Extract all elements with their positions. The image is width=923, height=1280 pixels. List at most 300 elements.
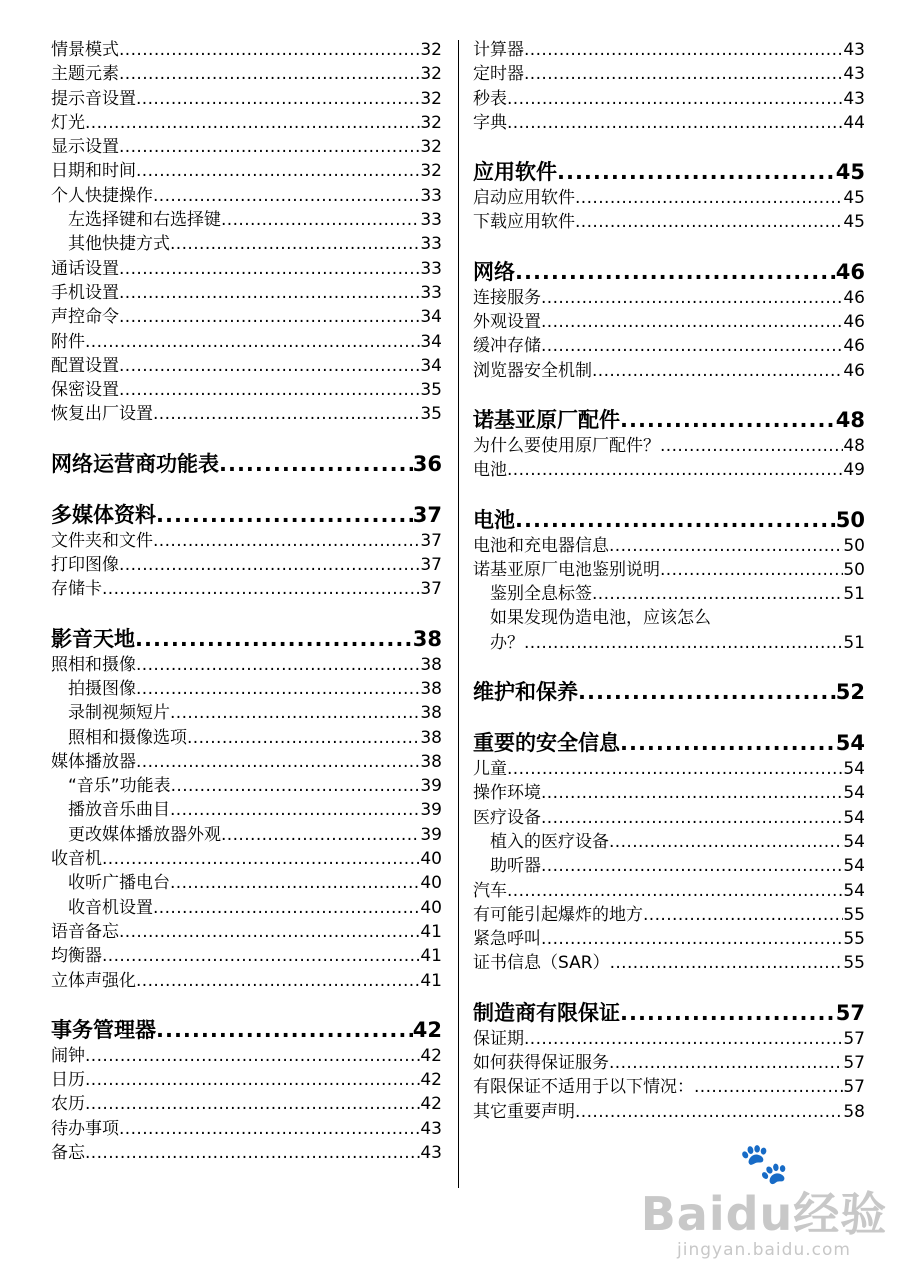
toc-page-number: 50 [843,559,865,580]
toc-entry-title: 启动应用软件 [473,188,575,209]
toc-entry-title: 收听广播电台 [68,873,170,894]
toc-entry[interactable] [51,378,442,402]
toc-entry[interactable] [51,111,442,135]
toc-section-heading[interactable] [473,507,865,534]
toc-entry-title: 办？ [490,632,524,653]
toc-page-number: 45 [843,212,865,233]
toc-entry-title: 待办事项 [51,1118,119,1139]
toc-entry[interactable] [51,159,442,183]
toc-section-heading[interactable] [51,626,442,653]
section-gap [473,235,865,259]
toc-entry[interactable] [51,847,442,871]
toc-entry-title: 语音备忘 [51,921,119,942]
toc-page-number: 39 [420,776,442,797]
dot-leader [541,806,843,830]
toc-page-number: 45 [843,188,865,209]
toc-entry-title: 照相和摄像选项 [68,727,187,748]
toc-page-number: 34 [420,307,442,328]
toc-page-number: 54 [843,759,865,780]
toc-entry[interactable] [473,631,865,655]
toc-entry[interactable] [473,111,865,135]
toc-entry-title: 秒表 [473,88,507,109]
toc-page-number: 49 [843,460,865,481]
toc-page-number: 57 [843,1028,865,1049]
dot-leader [135,626,413,653]
toc-page-number: 46 [843,312,865,333]
dot-leader [102,847,420,871]
dot-leader [136,750,420,774]
toc-entry-title: 网络运营商功能表 [51,451,219,476]
toc-entry-title: 录制视频短片 [68,703,170,724]
dot-leader [170,798,420,822]
toc-entry[interactable] [473,210,865,234]
dot-leader [119,38,420,62]
toc-page-number: 40 [420,873,442,894]
toc-page-number: 54 [843,831,865,852]
toc-page-number: 36 [412,451,442,476]
toc-entry[interactable] [473,830,865,854]
toc-page-number: 51 [843,584,865,605]
dot-leader [85,1092,420,1116]
toc-entry-title: 配置设置 [51,355,119,376]
toc-page-number: 43 [420,1118,442,1139]
dot-leader [170,701,420,725]
dot-leader [119,281,420,305]
dot-leader [541,781,843,805]
dot-leader [153,529,420,553]
toc-page-number: 57 [843,1053,865,1074]
toc-page-number: 43 [420,1142,442,1163]
toc-page-number: 38 [420,727,442,748]
toc-entry-title: 如何获得保证服务 [473,1053,609,1074]
toc-page-number: 41 [420,921,442,942]
watermark-url: jingyan.baidu.com [677,1240,851,1260]
toc-page-number: 42 [412,1017,442,1042]
toc-entry[interactable] [51,1092,442,1116]
toc-entry-title: 打印图像 [51,555,119,576]
dot-leader [102,944,420,968]
dot-leader [136,677,420,701]
toc-entry[interactable] [51,969,442,993]
toc-entry[interactable] [51,798,442,822]
toc-entry-title: 医疗设备 [473,807,541,828]
toc-entry-text: 如果发现伪造电池，应该怎么 [490,608,711,629]
toc-entry-title: 更改媒体播放器外观 [68,824,221,845]
dot-leader [694,1075,843,1099]
toc-entry[interactable] [473,38,865,62]
toc-section-heading[interactable] [51,502,442,529]
toc-page-number: 44 [843,112,865,133]
toc-entry[interactable] [473,806,865,830]
toc-page-number: 42 [420,1094,442,1115]
toc-entry-title: 诺基亚原厂配件 [473,407,620,432]
toc-entry[interactable] [473,359,865,383]
toc-entry-title: 照相和摄像 [51,654,136,675]
toc-entry[interactable] [473,903,865,927]
toc-page-number: 48 [835,407,865,432]
toc-entry-title: 保密设置 [51,380,119,401]
toc-page-number: 33 [420,210,442,231]
dot-leader [524,1027,843,1051]
dot-leader [541,854,843,878]
toc-page-number: 43 [843,88,865,109]
toc-entry-title: 声控命令 [51,307,119,328]
toc-entry-title: 农历 [51,1094,85,1115]
toc-page-number: 55 [843,953,865,974]
toc-page-number: 34 [420,331,442,352]
toc-entry[interactable] [51,1117,442,1141]
dot-leader [592,582,843,606]
toc-entry-title: 收音机设置 [68,897,153,918]
dot-leader [119,920,420,944]
toc-entry-title: 缓冲存储 [473,336,541,357]
toc-page-number: 38 [420,678,442,699]
dot-leader [524,62,843,86]
toc-page-number: 41 [420,970,442,991]
toc-entry-title: 其它重要声明 [473,1101,575,1122]
toc-entry[interactable] [473,458,865,482]
toc-page-number: 37 [420,530,442,551]
dot-leader [85,1068,420,1092]
toc-entry[interactable] [473,1100,865,1124]
toc-page-number: 38 [420,703,442,724]
toc-entry[interactable] [51,38,442,62]
toc-entry-title: 手机设置 [51,282,119,303]
toc-page-number: 43 [843,64,865,85]
toc-entry[interactable] [473,62,865,86]
toc-entry-title: 外观设置 [473,312,541,333]
toc-page-number: 32 [420,112,442,133]
toc-entry[interactable] [51,577,442,601]
toc-page-number: 37 [420,579,442,600]
section-gap [473,483,865,507]
toc-entry-title: 个人快捷操作 [51,185,153,206]
toc-entry-title: 维护和保养 [473,680,578,705]
toc-entry-title: 重要的安全信息 [473,731,620,756]
toc-page-number: 46 [843,336,865,357]
toc-entry-title: 主题元素 [51,64,119,85]
toc-entry-title: 电池和充电器信息 [473,535,609,556]
paw-icon: 🐾 [739,1141,789,1187]
toc-entry-title: 操作环境 [473,783,541,804]
dot-leader [221,208,420,232]
toc-entry-title: 灯光 [51,112,85,133]
toc-entry-title: 计算器 [473,40,524,60]
toc-entry-title: 附件 [51,331,85,352]
toc-page-number: 54 [835,731,865,756]
dot-leader [557,159,836,186]
dot-leader [85,1044,420,1068]
toc-page-number: 35 [420,404,442,425]
toc-entry[interactable] [51,920,442,944]
toc-entry-title: 有可能引起爆炸的地方 [473,904,643,925]
toc-page-number: 34 [420,355,442,376]
dot-leader [187,726,420,750]
toc-page-number: 40 [420,849,442,870]
toc-entry[interactable] [473,1027,865,1051]
toc-page-number: 46 [835,259,865,284]
toc-entry[interactable] [51,62,442,86]
toc-entry-title: 植入的医疗设备 [490,831,609,852]
toc-entry-title: 连接服务 [473,287,541,308]
dot-leader [221,823,420,847]
section-gap [473,383,865,407]
toc-entry-title: 影音天地 [51,626,135,651]
toc-entry-title: 均衡器 [51,946,102,967]
toc-entry[interactable] [51,677,442,701]
toc-page-number: 32 [420,137,442,158]
watermark-logo: Baidu经验 [640,1187,888,1241]
dot-leader [541,334,843,358]
dot-leader [153,184,420,208]
toc-entry[interactable] [473,927,865,951]
toc-page-number: 46 [843,360,865,381]
dot-leader [515,259,836,286]
toc-entry-title: 其他快捷方式 [68,234,170,255]
dot-leader [610,951,844,975]
toc-entry[interactable] [51,1068,442,1092]
toc-entry-title: 网络 [473,259,515,284]
toc-entry-title: 紧急呼叫 [473,929,541,950]
toc-page-number: 55 [843,904,865,925]
dot-leader [575,186,843,210]
dot-leader [541,310,843,334]
toc-page-number: 32 [420,64,442,85]
toc-entry[interactable] [473,186,865,210]
toc-entry[interactable] [51,701,442,725]
toc-entry[interactable] [51,529,442,553]
toc-entry[interactable] [473,951,865,975]
dot-leader [507,879,843,903]
toc-entry-title: 立体声强化 [51,970,136,991]
dot-leader [136,159,420,183]
toc-entry-title: 儿童 [473,759,507,780]
toc-entry-title: 字典 [473,112,507,133]
toc-entry[interactable] [473,434,865,458]
toc-entry-title: 诺基亚原厂电池鉴别说明 [473,559,660,580]
dot-leader [575,1100,843,1124]
toc-page-number: 39 [420,824,442,845]
section-gap [51,427,442,451]
toc-page-number: 52 [835,680,865,705]
toc-page-number: 55 [843,929,865,950]
section-gap [51,602,442,626]
toc-entry[interactable] [473,582,865,606]
toc-entry-title: 左选择键和右选择键 [68,210,221,231]
toc-page-number: 43 [843,40,865,60]
toc-page-number: 57 [835,1000,865,1025]
toc-entry-title: 电池 [473,460,507,481]
dot-leader [541,286,843,310]
toc-entry-title: 浏览器安全机制 [473,360,592,381]
toc-entry[interactable] [51,305,442,329]
toc-entry[interactable] [51,281,442,305]
toc-entry-title: 鉴别全息标签 [490,584,592,605]
toc-page-number: 41 [420,946,442,967]
toc-entry-title: 日历 [51,1070,85,1091]
toc-page-number: 33 [420,185,442,206]
toc-entry[interactable] [51,1141,442,1165]
toc-page-number: 42 [420,1070,442,1091]
toc-page-number: 54 [843,856,865,877]
toc-section-heading[interactable] [473,730,865,757]
baidu-jingyan-watermark [639,1140,889,1260]
toc-entry[interactable] [51,553,442,577]
toc-entry-title: 提示音设置 [51,88,136,109]
toc-section-heading[interactable] [473,679,865,706]
toc-entry[interactable] [51,87,442,111]
toc-section-heading[interactable] [51,1017,442,1044]
toc-entry[interactable] [51,330,442,354]
toc-entry-title: “音乐”功能表 [68,776,171,797]
toc-page-number: 40 [420,897,442,918]
toc-page-number: 57 [843,1077,865,1098]
column-divider [458,40,459,1188]
toc-right-column [473,38,865,1124]
toc-entry[interactable] [51,257,442,281]
dot-leader [119,378,420,402]
dot-leader [156,1017,413,1044]
toc-entry-title: 文件夹和文件 [51,530,153,551]
toc-entry[interactable] [473,781,865,805]
toc-section-heading[interactable] [473,407,865,434]
dot-leader [119,305,420,329]
toc-entry[interactable] [473,310,865,334]
toc-page-number: 37 [412,502,442,527]
toc-entry[interactable] [51,135,442,159]
dot-leader [643,903,843,927]
toc-entry[interactable] [473,757,865,781]
toc-entry-title: 存储卡 [51,579,102,600]
toc-entry[interactable] [51,750,442,774]
toc-page-number: 48 [843,435,865,456]
dot-leader [524,38,843,62]
toc-entry-title: 汽车 [473,880,507,901]
toc-entry[interactable] [51,774,442,798]
dot-leader [170,232,420,256]
dot-leader [136,653,420,677]
dot-leader [85,111,420,135]
toc-entry-title: 定时器 [473,64,524,85]
toc-entry[interactable] [473,854,865,878]
toc-section-heading[interactable] [51,451,442,478]
dot-leader [136,87,420,111]
toc-entry[interactable] [51,232,442,256]
toc-entry[interactable] [473,558,865,582]
toc-entry-title: 为什么要使用原厂配件？ [473,435,660,456]
dot-leader [119,135,420,159]
toc-entry[interactable] [51,896,442,920]
dot-leader [507,87,843,111]
toc-entry[interactable] [473,1051,865,1075]
toc-page-number: 37 [420,555,442,576]
toc-page-number: 35 [420,380,442,401]
toc-page-number: 38 [420,751,442,772]
toc-entry-title: 闹钟 [51,1045,85,1066]
section-gap [473,135,865,159]
toc-page-number: 54 [843,807,865,828]
toc-page-number: 50 [843,535,865,556]
toc-entry[interactable] [51,944,442,968]
dot-leader [620,407,836,434]
toc-entry[interactable] [51,823,442,847]
toc-entry[interactable] [473,1075,865,1099]
dot-leader [541,927,843,951]
dot-leader [85,1141,420,1165]
toc-entry[interactable] [51,402,442,426]
toc-page-number: 33 [420,258,442,279]
toc-entry[interactable] [51,653,442,677]
toc-left-column [51,38,442,1165]
dot-leader [219,451,413,478]
dot-leader [171,774,421,798]
toc-page-number: 50 [835,507,865,532]
toc-section-heading[interactable] [473,259,865,286]
toc-entry[interactable] [51,354,442,378]
toc-entry-title: 有限保证不适用于以下情况： [473,1077,694,1098]
toc-page-number: 32 [420,88,442,109]
toc-entry[interactable] [51,1044,442,1068]
dot-leader [609,830,843,854]
toc-page-number: 32 [420,40,442,60]
toc-entry-title: 多媒体资料 [51,502,156,527]
toc-page-number: 51 [843,632,865,653]
section-gap [51,478,442,502]
toc-page-number: 58 [843,1101,865,1122]
toc-entry[interactable] [473,334,865,358]
toc-entry-title: 通话设置 [51,258,119,279]
dot-leader [575,210,843,234]
dot-leader [507,458,843,482]
toc-page-number: 33 [420,282,442,303]
toc-entry[interactable] [473,879,865,903]
section-gap [473,706,865,730]
dot-leader [119,354,420,378]
dot-leader [620,1000,836,1027]
toc-entry-title: 播放音乐曲目 [68,800,170,821]
dot-leader [136,969,420,993]
toc-page-number: 32 [420,161,442,182]
toc-entry[interactable] [51,726,442,750]
toc-entry[interactable] [473,87,865,111]
toc-entry[interactable] [473,534,865,558]
dot-leader [609,534,843,558]
toc-entry-title: 应用软件 [473,160,557,185]
dot-leader [85,330,420,354]
toc-entry-title: 媒体播放器 [51,751,136,772]
toc-page-number: 54 [843,783,865,804]
toc-entry-title: 日期和时间 [51,161,136,182]
toc-entry-title: 制造商有限保证 [473,1000,620,1025]
toc-entry[interactable] [473,286,865,310]
toc-entry[interactable] [51,184,442,208]
toc-entry[interactable] [51,208,442,232]
toc-page-number: 38 [420,654,442,675]
dot-leader [515,507,836,534]
toc-entry[interactable] [51,871,442,895]
toc-entry-title: 备忘 [51,1142,85,1163]
toc-entry-title: 拍摄图像 [68,678,136,699]
toc-section-heading[interactable] [473,1000,865,1027]
dot-leader [578,679,836,706]
toc-section-heading[interactable] [473,159,865,186]
dot-leader [620,730,836,757]
dot-leader [156,502,413,529]
toc-entry-title: 事务管理器 [51,1017,156,1042]
toc-page-number: 54 [843,880,865,901]
section-gap [51,993,442,1017]
toc-entry-title: 恢复出厂设置 [51,404,153,425]
